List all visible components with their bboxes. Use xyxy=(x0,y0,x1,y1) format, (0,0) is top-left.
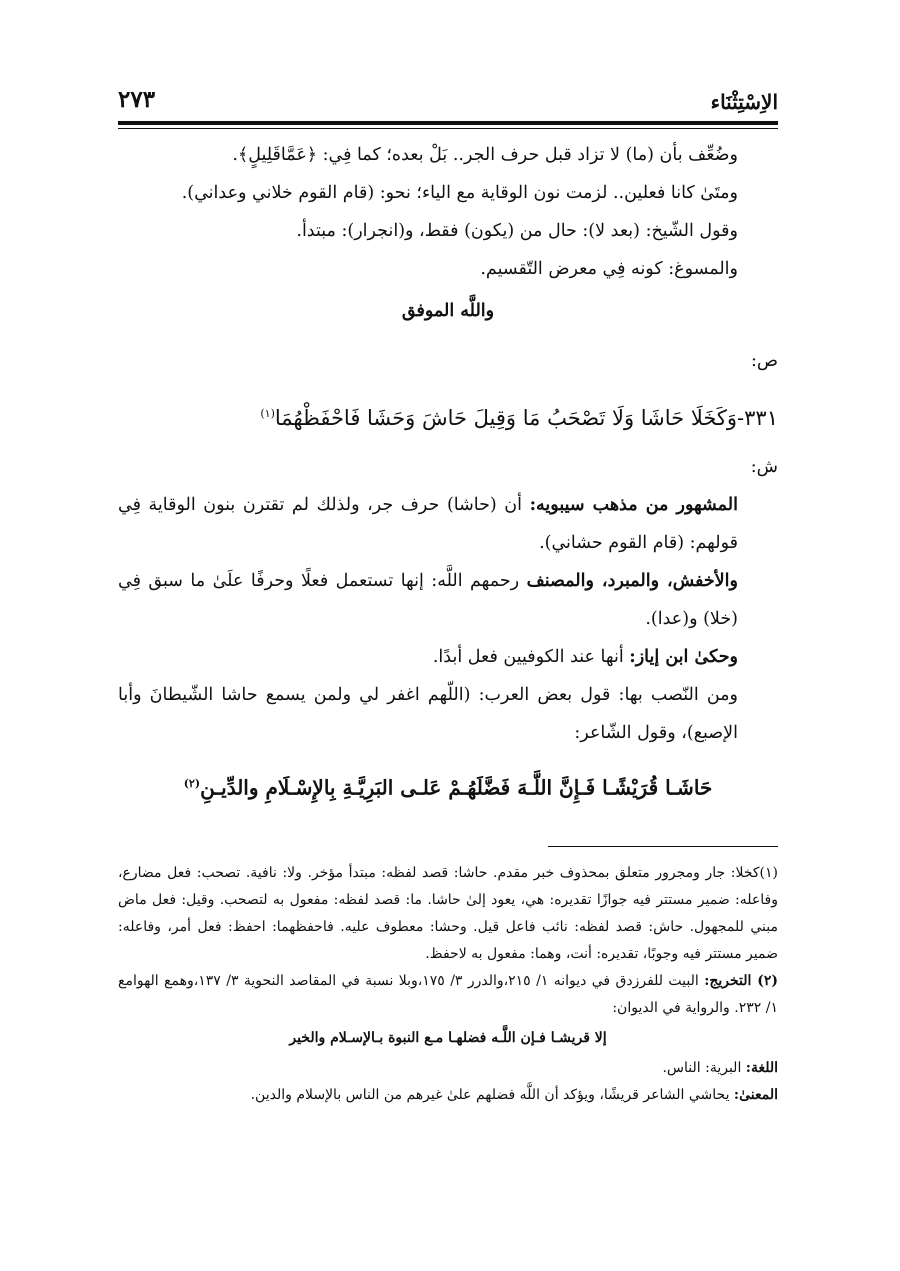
page-number: ٢٧٣ xyxy=(118,86,156,113)
paragraph-7-text: أنها عند الكوفيين فعل أبدًا. xyxy=(432,647,624,667)
main-text xyxy=(118,136,778,820)
paragraph-6-lead: والأخفش، والمبرد، والمصنف xyxy=(526,571,738,591)
footnote-maana xyxy=(118,1082,778,1109)
maana-label: المعنىٰ: xyxy=(733,1087,778,1103)
poem-verse xyxy=(118,764,778,808)
footnote-ref-2[interactable]: (٢) xyxy=(183,777,201,790)
paragraph-7 xyxy=(118,638,778,676)
alfiyya-verse xyxy=(118,394,778,438)
paragraph-5 xyxy=(118,486,778,562)
page-header xyxy=(118,86,778,122)
footnote-2-verse: إلا قريشـا فـإن اللَّـه فضلهـا مـع النبوة بـالإسـلام والخير xyxy=(289,1030,607,1046)
lugha-text: البرية: الناس. xyxy=(662,1060,742,1076)
footnote-2-text: البيت للفرزدق في ديوانه ١/ ٢١٥،والدرر ٣/ ١٧٥،وبلا نسبة في المقاصد النحوية ٣/ ١٣٧،وهمع الهوامع ١/ ٢٣٢. والرواية في الديوان: xyxy=(118,973,778,1016)
running-title: الاِسْتِثْنَاء xyxy=(710,90,778,114)
paragraph-4: والمسوغ: كونه فِي معرض التّقسيم. xyxy=(480,259,738,279)
footnote-lugha xyxy=(118,1055,778,1082)
maana-text: يحاشي الشاعر قريشًا، ويؤكد أن اللَّه فضلهم علىٰ غيرهم من الناس بالإسلام والدين. xyxy=(250,1087,730,1103)
closing-formula: واللَّه الموفق xyxy=(401,301,495,321)
footnotes xyxy=(118,860,778,1109)
verse-text: ٣٣١-وَكَخَلَا حَاشَا وَلَا تَصْحَبُ مَا وَقِيلَ حَاشَ وَحَشَا فَاحْفَظْهُمَا xyxy=(274,406,778,430)
footnote-2-label: (٢) التخريج: xyxy=(704,973,779,989)
paragraph-2: ومتَىٰ كانا فعلين.. لزمت نون الوقاية مع الياء؛ نحو: (قام القوم خلاني وعداني). xyxy=(181,183,738,203)
sad-label: ص: xyxy=(750,351,778,371)
paragraph-8: ومن النّصب بها: قول بعض العرب: (اللّهم اغفر لي ولمن يسمع حاشا الشّيطانَ وأبا الإصبع)، وقول الشّاعر: xyxy=(118,685,738,743)
paragraph-3: وقول الشّيخ: (بعد لا): حال من (يكون) فقط، و(انجرار): مبتدأ. xyxy=(296,221,738,241)
footnote-1: (١)كخلا: جار ومجرور متعلق بمحذوف خبر مقدم. حاشا: قصد لفظه: مبتدأ مؤخر. ولا: نافية. تصحب: فعل مضارع، وفاعله: ضمير مستتر فيه جوازًا تقديره: هي، يعود إلىٰ حاشا. ما: قصد لفظه: مفعول به لتصحب. وقيل: فعل ماض مبني للمجهول. حاش: قصد لفظه: نائب فاعل قيل. وحشا: معطوف عليه. فاحفظهما: احفظ: فعل أمر، وفاعله: ضمير مستتر فيه وجوبًا، تقديره: أنت، وهما: مفعول به لاحفظ. xyxy=(118,865,778,962)
poem-text: حَاشَـا قُرَيْشًـا فَـإِنَّ اللَّـهَ فَضَّلَهُـمْ عَلـى البَرِيَّـةِ بِالإِسْـلَامِ والدِّيـنِ xyxy=(200,775,713,800)
paragraph-5-text: أن (حاشا) حرف جر، ولذلك لم تقترن بنون الوقاية فِي قولهم: (قام القوم حشاني). xyxy=(118,495,738,553)
lugha-label: اللغة: xyxy=(745,1060,778,1076)
paragraph-1: وضُعِّف بأن (ما) لا تزاد قبل حرف الجر.. بَلْ بعده؛ كما فِي: ﴿عَمَّاقَلِيلٍ﴾. xyxy=(232,145,738,165)
paragraph-7-lead: وحكىٰ ابن إياز: xyxy=(629,647,738,667)
shin-label: ش: xyxy=(750,457,778,477)
paragraph-6 xyxy=(118,562,778,638)
footnote-separator xyxy=(548,846,778,847)
header-rule-thin xyxy=(118,128,778,129)
header-rule-thick xyxy=(118,121,778,125)
paragraph-5-lead: المشهور من مذهب سيبويه: xyxy=(529,495,738,515)
footnote-2 xyxy=(118,968,778,1022)
footnote-ref-1[interactable]: (١) xyxy=(260,407,275,420)
paragraph-6-text: رحمهم اللَّه: إنها تستعمل فعلًا وحرفًا علَىٰ ما سبق فِي (خلا) و(عدا). xyxy=(118,571,738,629)
